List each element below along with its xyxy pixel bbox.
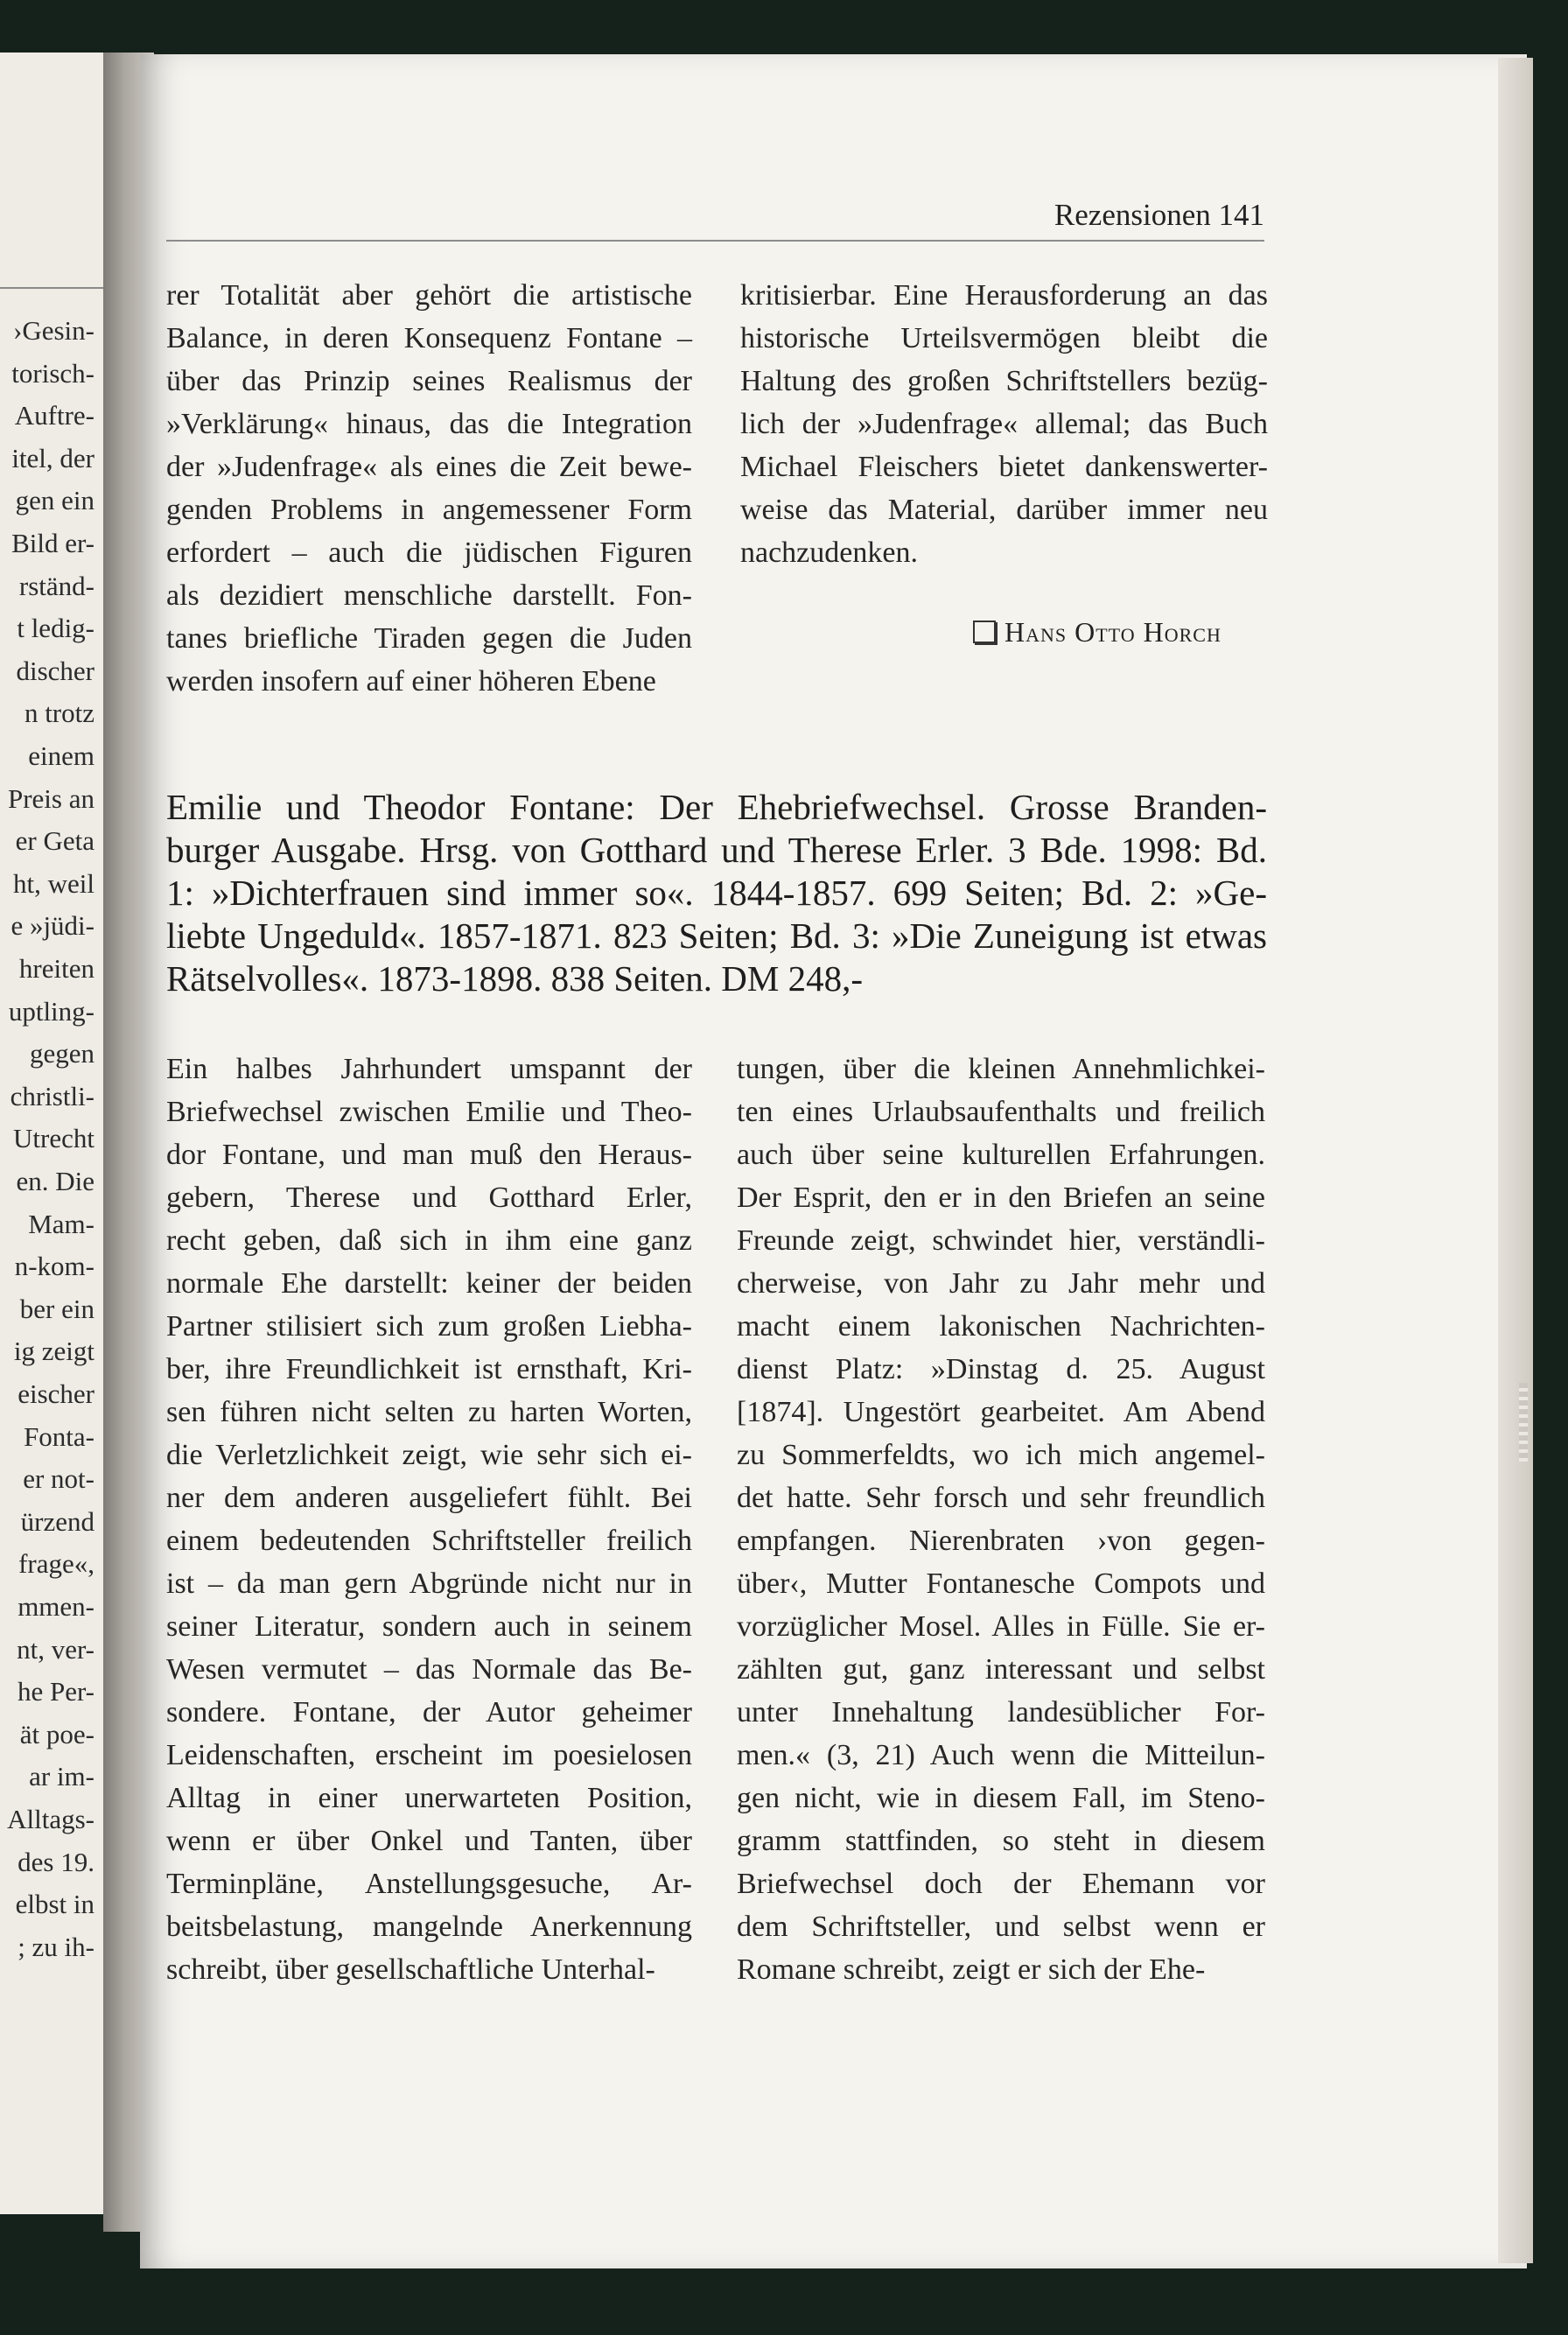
second-review-right-column: [737, 1048, 1265, 1991]
previous-page-line: ig zeigt: [13, 1336, 94, 1367]
text-line: det hatte. Sehr forsch und sehr freundlich: [737, 1482, 1265, 1514]
previous-page-line: christli-: [10, 1080, 94, 1111]
running-header: [166, 194, 1264, 242]
text-line: Romane schreibt, zeigt er sich der Ehe-: [737, 1953, 1206, 1986]
previous-page-line: Utrecht: [13, 1123, 94, 1154]
text-line: über das Prinzip seines Realismus der: [166, 365, 692, 397]
first-review-left-column: [166, 274, 692, 703]
text-line: dor Fontane, und man muß den Heraus-: [166, 1139, 692, 1171]
text-line: ber, ihre Freundlichkeit ist ernsthaft, Kri-: [166, 1353, 692, 1385]
text-line: Ein halbes Jahrhundert umspannt der: [166, 1053, 692, 1085]
previous-page-line: elbst in: [15, 1889, 94, 1920]
text-line: Alltag in einer unerwarteten Position,: [166, 1782, 692, 1814]
text-line: lich der »Judenfrage« allemal; das Buch: [740, 408, 1268, 440]
heading-line: burger Ausgabe. Hrsg. von Gotthard und Therese Erler. 3 Bde. 1998: Bd.: [166, 830, 1267, 870]
previous-page-line: des 19.: [18, 1846, 94, 1877]
text-line: Der Esprit, den er in den Briefen an seine: [737, 1182, 1265, 1214]
text-line: Wesen vermutet – das Normale das Be-: [166, 1653, 692, 1686]
text-line: kritisierbar. Eine Herausforderung an das: [740, 279, 1268, 312]
previous-page-line: rständ-: [18, 570, 94, 601]
text-line: beitsbelastung, mangelnde Anerkennung: [166, 1911, 692, 1943]
text-line: nachzudenken.: [740, 536, 918, 569]
text-line: sondere. Fontane, der Autor geheimer: [166, 1696, 692, 1728]
previous-page-line: nt, ver-: [17, 1633, 94, 1665]
text-line: Terminpläne, Anstellungsgesuche, Ar-: [166, 1868, 692, 1900]
text-line: zählten gut, ganz interessant und selbst: [737, 1653, 1265, 1686]
previous-page-line: gen ein: [15, 485, 94, 516]
previous-page-line: ürzend: [20, 1505, 94, 1537]
text-line: wenn er über Onkel und Tanten, über: [166, 1825, 692, 1857]
previous-page-line: ; zu ih-: [18, 1931, 94, 1962]
checkbox-square-icon: [973, 621, 996, 643]
previous-page-line: Mam-: [28, 1208, 94, 1239]
previous-page-line: eischer: [18, 1378, 94, 1409]
text-line: Briefwechsel doch der Ehemann vor: [737, 1868, 1265, 1900]
text-line: cherweise, von Jahr zu Jahr mehr und: [737, 1267, 1265, 1300]
text-line: Balance, in deren Konsequenz Fontane –: [166, 322, 692, 354]
previous-page-line: itel, der: [11, 442, 94, 473]
heading-line: 1: »Dichterfrauen sind immer so«. 1844-1857. 699 Seiten; Bd. 2: »Ge-: [166, 873, 1267, 913]
review-signature: [973, 616, 1222, 649]
previous-page-line: Alltags-: [7, 1804, 94, 1834]
previous-page-line: hreiten: [18, 953, 94, 984]
heading-line: Rätselvolles«. 1873-1898. 838 Seiten. DM 248,-: [166, 958, 864, 999]
previous-page-line: ber ein: [19, 1293, 94, 1324]
first-review-right-column: [740, 274, 1268, 574]
previous-page-line: gegen: [29, 1038, 94, 1069]
heading-line: liebte Ungeduld«. 1857-1871. 823 Seiten; Bd. 3: »Die Zuneigung ist etwas: [166, 915, 1267, 956]
text-line: genden Problems in angemessener Form: [166, 494, 692, 526]
previous-page: [0, 53, 114, 2214]
previous-page-line: t ledig-: [17, 613, 94, 644]
previous-page-line: Bild er-: [11, 528, 94, 558]
previous-page-line: ›Gesin-: [13, 315, 94, 346]
text-line: ten eines Urlaubsaufenthalts und freilich: [737, 1096, 1265, 1128]
text-line: einem bedeutenden Schriftsteller freilich: [166, 1525, 692, 1557]
text-line: der »Judenfrage« als eines die Zeit bewe-: [166, 451, 692, 483]
previous-page-line: ät poe-: [19, 1718, 94, 1749]
previous-page-line: en. Die: [16, 1166, 94, 1196]
text-line: historische Urteilsvermögen bleibt die: [740, 322, 1268, 354]
text-line: Freunde zeigt, schwindet hier, verständli-: [737, 1224, 1265, 1257]
text-line: Haltung des großen Schriftstellers bezüg-: [740, 365, 1268, 397]
text-line: tanes briefliche Tiraden gegen die Juden: [166, 622, 692, 655]
previous-page-line: Auftre-: [14, 400, 94, 431]
text-line: auch über seine kulturellen Erfahrungen.: [737, 1139, 1265, 1171]
text-line: Partner stilisiert sich zum großen Liebha-: [166, 1310, 692, 1343]
text-line: recht geben, daß sich in ihm eine ganz: [166, 1224, 692, 1257]
second-review-left-column: [166, 1048, 692, 1991]
previous-page-line: e »jüdi-: [10, 910, 94, 942]
text-line: weise das Material, darüber immer neu: [740, 494, 1268, 526]
previous-page-line: he Per-: [17, 1676, 94, 1707]
previous-page-rule: [0, 287, 105, 289]
page-title: Rezensionen 141: [1054, 198, 1264, 232]
previous-page-line: Preis an: [7, 782, 94, 814]
previous-page-line: mmen-: [18, 1591, 94, 1622]
text-line: gen nicht, wie in diesem Fall, im Steno-: [737, 1782, 1265, 1814]
text-line: Leidenschaften, erscheint im poesielosen: [166, 1739, 692, 1771]
text-line: rer Totalität aber gehört die artistische: [166, 279, 692, 312]
text-line: empfangen. Nierenbraten ›von gegen-: [737, 1525, 1265, 1557]
text-line: [1874]. Ungestört gearbeitet. Am Abend: [737, 1396, 1265, 1428]
text-line: dem Schriftsteller, und selbst wenn er: [737, 1911, 1265, 1943]
text-line: vorzüglicher Mosel. Alles in Fülle. Sie er-: [737, 1610, 1265, 1643]
text-line: ist – da man gern Abgründe nicht nur in: [166, 1567, 692, 1600]
previous-page-line: ar im-: [29, 1761, 94, 1792]
page-edge: [1498, 58, 1533, 2263]
previous-page-line: einem: [28, 740, 94, 771]
previous-page-line: frage«,: [18, 1548, 94, 1580]
text-line: gramm stattfinden, so steht in diesem: [737, 1825, 1265, 1857]
previous-page-line: n trotz: [24, 698, 94, 729]
text-line: tungen, über die kleinen Annehmlichkei-: [737, 1053, 1265, 1085]
previous-page-line: discher: [16, 655, 94, 686]
text-line: seiner Literatur, sondern auch in seinem: [166, 1610, 692, 1643]
review-heading: [166, 786, 1267, 1000]
text-line: Briefwechsel zwischen Emilie und Theo-: [166, 1096, 692, 1128]
text-line: werden insofern auf einer höheren Ebene: [166, 665, 656, 698]
text-line: sen führen nicht selten zu harten Worten,: [166, 1396, 692, 1428]
heading-line: Emilie und Theodor Fontane: Der Ehebriefwechsel. Grosse Branden-: [166, 787, 1267, 827]
previous-page-line: ht, weil: [13, 867, 94, 899]
text-line: dienst Platz: »Dinstag d. 25. August: [737, 1353, 1265, 1385]
text-line: die Verletzlichkeit zeigt, wie sehr sich ei-: [166, 1439, 692, 1471]
text-line: gebern, Therese und Gotthard Erler,: [166, 1182, 692, 1214]
previous-page-line: uptling-: [8, 995, 94, 1027]
text-line: ner dem anderen ausgeliefert fühlt. Bei: [166, 1482, 692, 1514]
text-line: erfordert – auch die jüdischen Figuren: [166, 536, 692, 569]
previous-page-line: er not-: [23, 1463, 94, 1495]
previous-page-line: n-kom-: [14, 1251, 94, 1282]
text-line: zu Sommerfeldts, wo ich mich angemel-: [737, 1439, 1265, 1471]
text-line: unter Innehaltung landesüblicher For-: [737, 1696, 1265, 1728]
text-line: über‹, Mutter Fontanesche Compots und: [737, 1567, 1265, 1600]
text-line: schreibt, über gesellschaftliche Unterhal-: [166, 1953, 655, 1986]
previous-page-line: Fonta-: [24, 1420, 94, 1452]
text-line: »Verklärung« hinaus, das die Integration: [166, 408, 692, 440]
author-name: Hans Otto Horch: [1004, 616, 1222, 648]
text-line: men.« (3, 21) Auch wenn die Mitteilun-: [737, 1739, 1265, 1771]
text-line: als dezidiert menschliche darstellt. Fon-: [166, 579, 692, 612]
text-line: macht einem lakonischen Nachrichten-: [737, 1310, 1265, 1343]
page-edge-mark: [1519, 1383, 1528, 1462]
previous-page-line: er Geta: [15, 825, 94, 857]
text-line: Michael Fleischers bietet dankenswerter-: [740, 451, 1268, 483]
text-line: normale Ehe darstellt: keiner der beiden: [166, 1267, 692, 1300]
previous-page-line: torisch-: [11, 357, 94, 389]
